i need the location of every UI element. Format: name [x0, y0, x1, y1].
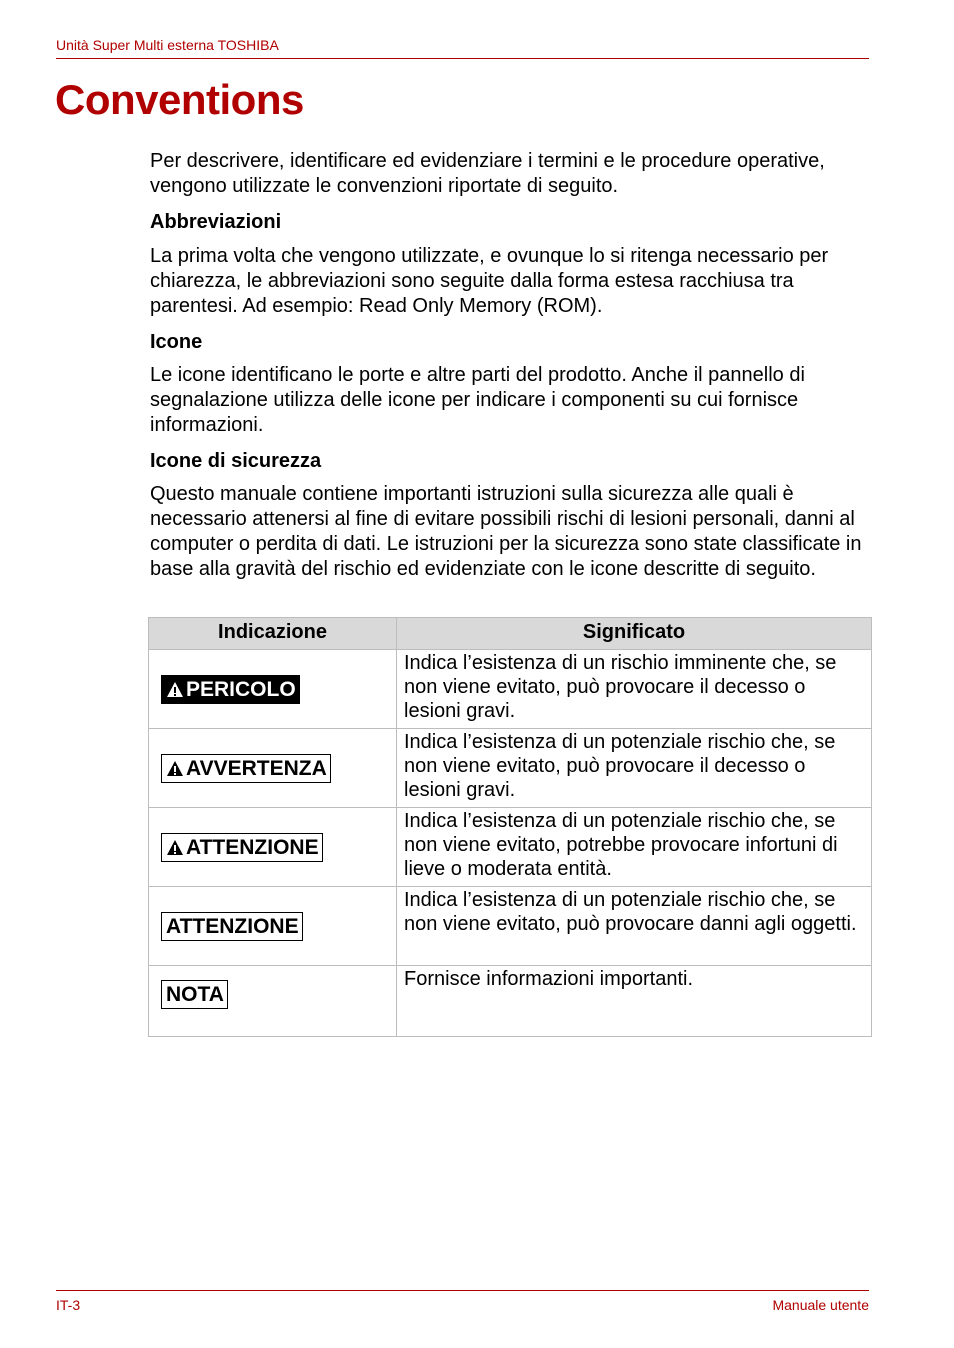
- badge-avvertenza: [161, 754, 331, 783]
- meaning-text: Fornisce informazioni importanti.: [404, 968, 693, 990]
- badge-label: AVVERTENZA: [186, 756, 327, 780]
- badge-label: PERICOLO: [186, 677, 296, 701]
- badge-label: ATTENZIONE: [166, 914, 299, 938]
- paragraph-abbreviazioni: La prima volta che vengono utilizzate, e ovunque lo si ritenga necessario per chiarezza, le abbreviazioni sono seguite dalla forma estesa racchiusa tra parentesi. Ad esempio: Read Only Memory (ROM).: [150, 245, 829, 317]
- indication-cell: [149, 650, 397, 729]
- safety-icons-table: [148, 617, 872, 1037]
- badge-pericolo: [161, 675, 300, 704]
- badge-attenzione: [161, 912, 303, 941]
- meaning-cell: [397, 966, 872, 1037]
- warning-triangle-icon: [166, 839, 184, 856]
- meaning-text: Indica l’esistenza di un potenziale rischio che, se non viene evitato, può provocare il decesso o lesioni gravi.: [404, 731, 836, 801]
- manual-name: Manuale utente: [772, 1297, 869, 1313]
- column-header-indicazione: Indicazione: [149, 618, 397, 650]
- running-header: Unità Super Multi esterna TOSHIBA: [56, 37, 279, 53]
- badge-label: ATTENZIONE: [186, 835, 319, 859]
- table-row: [149, 729, 872, 808]
- meaning-cell: [397, 808, 872, 887]
- table-row: [149, 650, 872, 729]
- indication-cell: [149, 729, 397, 808]
- page-number: IT-3: [56, 1297, 81, 1313]
- footer-rule: [56, 1290, 869, 1291]
- header-rule: [56, 58, 869, 59]
- meaning-text: Indica l’esistenza di un potenziale rischio che, se non viene evitato, potrebbe provocare infortuni di lieve o moderata entità.: [404, 810, 838, 880]
- paragraph-icone: Le icone identificano le porte e altre parti del prodotto. Anche il pannello di segnalazione utilizza delle icone per indicare i componenti su cui fornisce informazioni.: [150, 364, 805, 436]
- table-header-row: [149, 618, 872, 650]
- meaning-text: Indica l’esistenza di un potenziale rischio che, se non viene evitato, può provocare danni agli oggetti.: [404, 889, 857, 935]
- badge-attenzione-triangle: [161, 833, 323, 862]
- heading-abbreviazioni: Abbreviazioni: [150, 211, 282, 233]
- meaning-cell: [397, 887, 872, 966]
- meaning-cell: [397, 650, 872, 729]
- intro-paragraph: Per descrivere, identificare ed evidenziare i termini e le procedure operative, vengono utilizzate le convenzioni riportate di seguito.: [150, 150, 825, 197]
- indication-cell: [149, 966, 397, 1037]
- meaning-cell: [397, 729, 872, 808]
- body-content: [150, 149, 870, 582]
- badge-nota: [161, 980, 228, 1009]
- indication-cell: [149, 808, 397, 887]
- paragraph-icone-sicurezza: Questo manuale contiene importanti istruzioni sulla sicurezza alle quali è necessario attenersi al fine di evitare possibili rischi di lesioni personali, danni al computer o perdita di dati. Le istruzioni per la sicurezza sono state classificate in base alla gravità del rischio ed evidenziate con le icone descritte di seguito.: [150, 483, 862, 580]
- heading-icone-sicurezza: Icone di sicurezza: [150, 450, 322, 472]
- table-row: [149, 887, 872, 966]
- indication-cell: [149, 887, 397, 966]
- column-header-significato: Significato: [397, 618, 872, 650]
- warning-triangle-icon: [166, 681, 184, 698]
- table-row: [149, 966, 872, 1037]
- warning-triangle-icon: [166, 760, 184, 777]
- badge-label: NOTA: [166, 983, 224, 1006]
- page-title: Conventions: [55, 76, 304, 123]
- table-row: [149, 808, 872, 887]
- heading-icone: Icone: [150, 331, 203, 353]
- meaning-text: Indica l’esistenza di un rischio imminente che, se non viene evitato, può provocare il decesso o lesioni gravi.: [404, 652, 837, 722]
